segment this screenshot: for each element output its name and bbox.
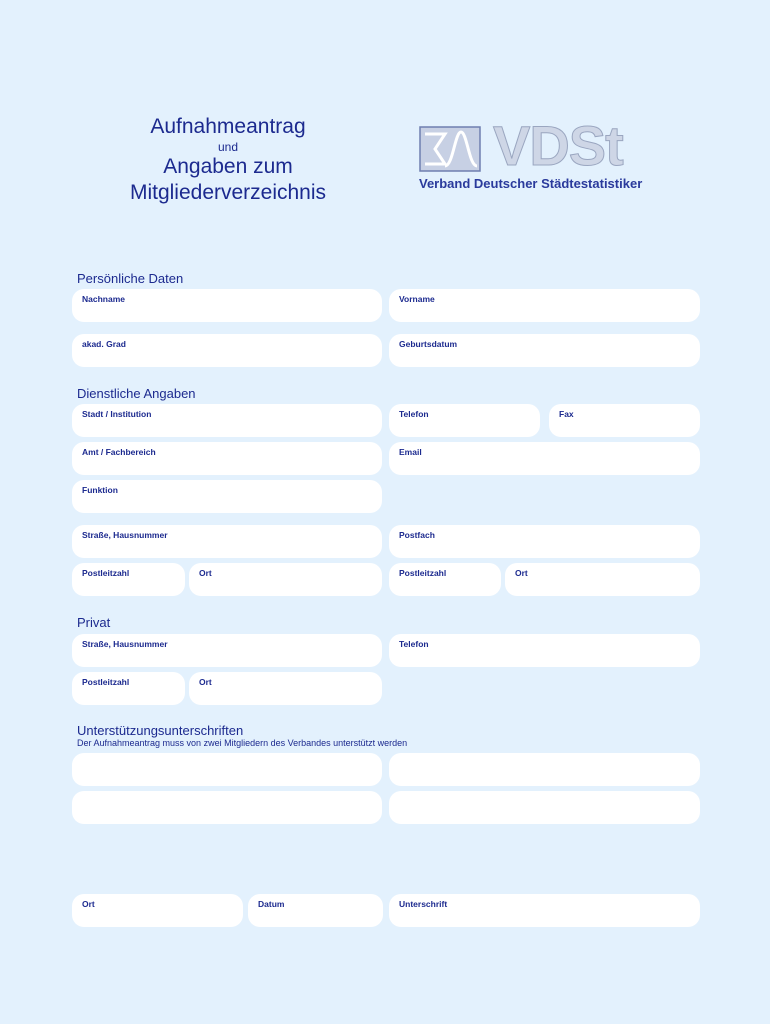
title-und: und	[217, 140, 239, 154]
sig-datum-label: Datum	[258, 899, 285, 909]
strasse-label: Straße, Hausnummer	[82, 530, 168, 540]
ort-label-1: Ort	[199, 568, 212, 578]
support-signature-field-1[interactable]	[72, 753, 382, 786]
title-line-1: Aufnahmeantrag	[150, 115, 306, 138]
email-field[interactable]	[389, 442, 700, 475]
plz-field-2[interactable]	[389, 563, 501, 596]
nachname-field[interactable]	[72, 289, 382, 322]
stadt-label: Stadt / Institution	[82, 409, 152, 419]
nachname-label: Nachname	[82, 294, 125, 304]
sig-ort-field[interactable]	[72, 894, 243, 927]
ort-field-1[interactable]	[189, 563, 382, 596]
priv-ort-field[interactable]	[189, 672, 382, 705]
priv-plz-field[interactable]	[72, 672, 185, 705]
ort-label-2: Ort	[515, 568, 528, 578]
sig-unterschrift-field[interactable]	[389, 894, 700, 927]
priv-telefon-label: Telefon	[399, 639, 429, 649]
support-signature-field-2[interactable]	[389, 753, 700, 786]
geburtsdatum-field[interactable]	[389, 334, 700, 367]
telefon-label: Telefon	[399, 409, 429, 419]
sig-ort-label: Ort	[82, 899, 95, 909]
section-personal: Persönliche Daten	[77, 271, 184, 286]
priv-plz-label: Postleitzahl	[82, 677, 130, 687]
title-line-2: Angaben zum	[163, 155, 293, 178]
amt-label: Amt / Fachbereich	[82, 447, 156, 457]
geburtsdatum-label: Geburtsdatum	[399, 339, 458, 349]
sigma-gauss-icon	[419, 126, 481, 172]
ort-field-2[interactable]	[505, 563, 700, 596]
logo-text: VDSt	[493, 114, 623, 177]
postfach-field[interactable]	[389, 525, 700, 558]
funktion-label: Funktion	[82, 485, 118, 495]
funktion-field[interactable]	[72, 480, 382, 513]
support-note: Der Aufnahmeantrag muss von zwei Mitgliedern des Verbandes unterstützt werden	[77, 738, 408, 748]
priv-telefon-field[interactable]	[389, 634, 700, 667]
stadt-field[interactable]	[72, 404, 382, 437]
priv-strasse-label: Straße, Hausnummer	[82, 639, 168, 649]
priv-strasse-field[interactable]	[72, 634, 382, 667]
logo-subtitle: Verband Deutscher Städtestatistiker	[419, 176, 643, 191]
section-support: Unterstützungsunterschriften	[77, 723, 244, 738]
telefon-field[interactable]	[389, 404, 540, 437]
grad-field[interactable]	[72, 334, 382, 367]
amt-field[interactable]	[72, 442, 382, 475]
title-line-3: Mitgliederverzeichnis	[129, 181, 327, 204]
support-signature-field-4[interactable]	[389, 791, 700, 824]
form-title	[98, 114, 358, 206]
section-official: Dienstliche Angaben	[77, 386, 196, 401]
fax-field[interactable]	[549, 404, 700, 437]
section-private: Privat	[77, 615, 111, 630]
vorname-field[interactable]	[389, 289, 700, 322]
postfach-label: Postfach	[399, 530, 435, 540]
vorname-label: Vorname	[399, 294, 435, 304]
plz-label-2: Postleitzahl	[399, 568, 447, 578]
support-signature-field-3[interactable]	[72, 791, 382, 824]
email-label: Email	[399, 447, 422, 457]
plz-field-1[interactable]	[72, 563, 185, 596]
fax-label: Fax	[559, 409, 574, 419]
sig-unterschrift-label: Unterschrift	[399, 899, 448, 909]
strasse-field[interactable]	[72, 525, 382, 558]
plz-label-1: Postleitzahl	[82, 568, 130, 578]
priv-ort-label: Ort	[199, 677, 212, 687]
sig-datum-field[interactable]	[248, 894, 383, 927]
grad-label: akad. Grad	[82, 339, 126, 349]
